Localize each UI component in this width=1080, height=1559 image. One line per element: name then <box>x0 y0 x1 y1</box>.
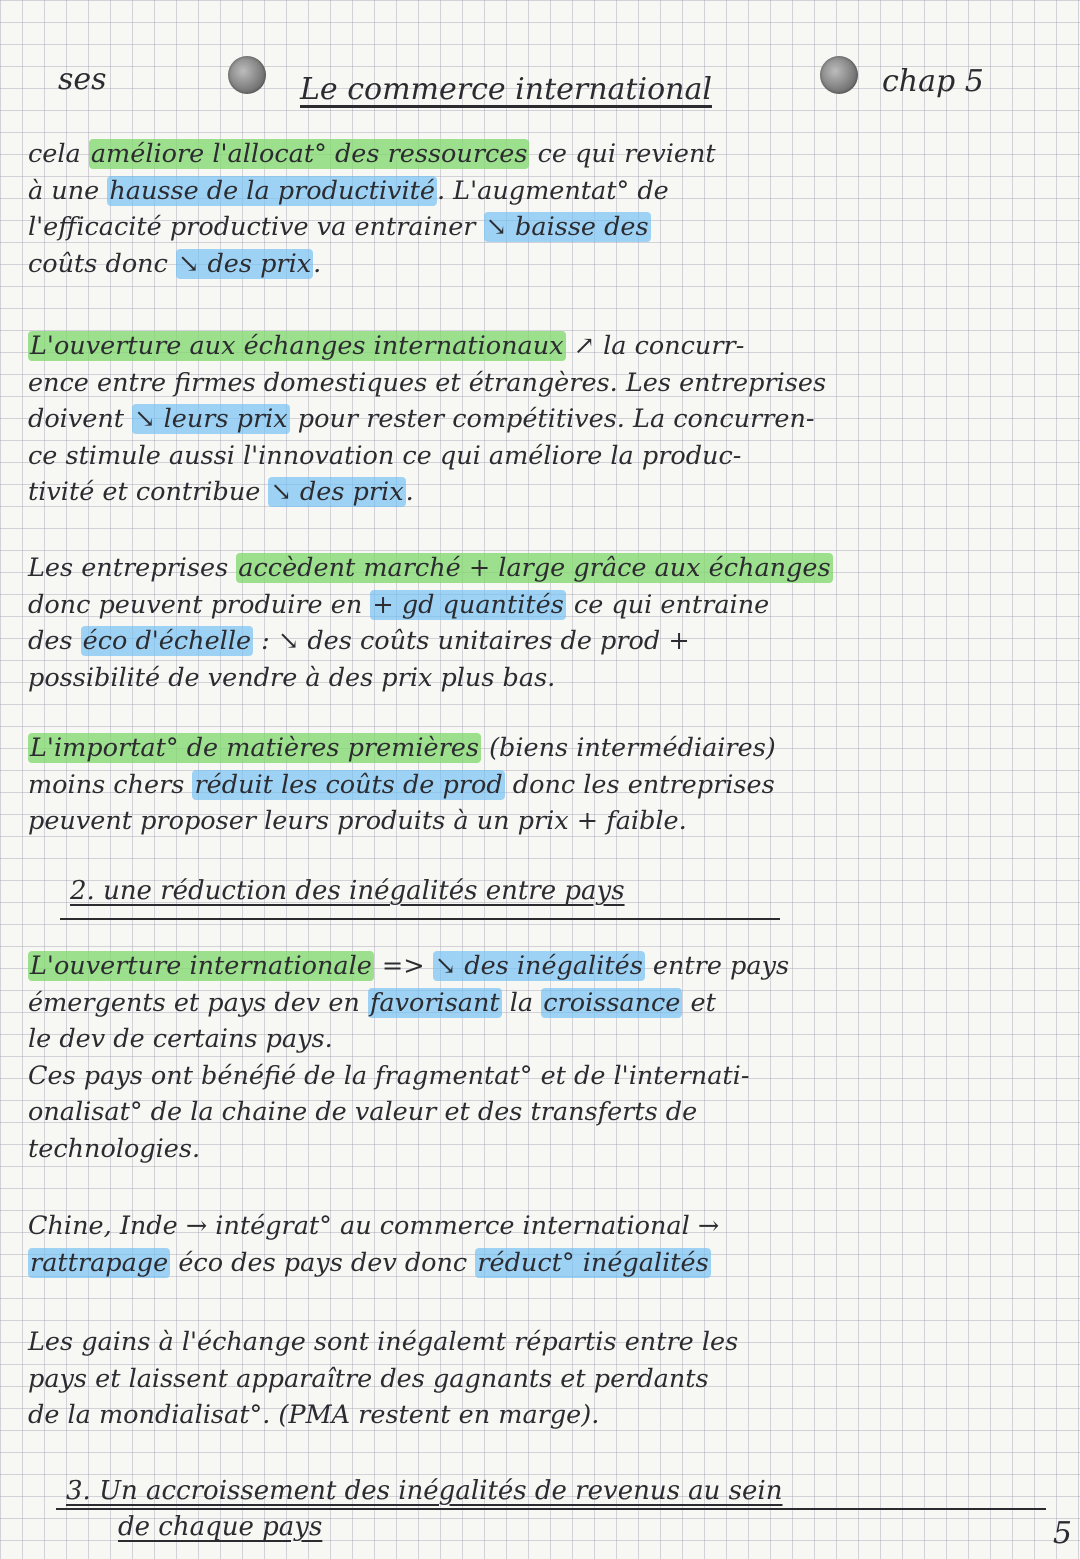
text-run: moins chers <box>28 769 193 800</box>
text-run: Ces pays ont bénéfié de la fragmentat° et de l'internati- <box>28 1060 750 1091</box>
page-title: Le commerce international <box>300 72 712 107</box>
highlight-green: L'ouverture internationale <box>30 951 372 981</box>
text-run: ↗ la concurr- <box>565 331 745 361</box>
text-run: Chine, Inde → intégrat° au commerce international → <box>28 1211 720 1241</box>
text-run: ce qui revient <box>529 139 716 169</box>
highlight-blue: ↘ des prix <box>270 477 404 507</box>
highlight-blue: ↘ des inégalités <box>434 951 643 981</box>
text-run: peuvent proposer leurs produits à un prix + faible. <box>28 806 687 836</box>
highlight-blue: hausse de la productivité <box>109 175 435 206</box>
highlight-green: améliore l'allocat° des ressources <box>90 139 528 169</box>
text-run: (biens intermédiaires) <box>480 733 776 763</box>
text-line <box>28 1361 1058 1398</box>
text-run: émergents et pays dev en <box>28 987 368 1018</box>
text-run: Les entreprises <box>28 553 237 583</box>
text-run: . L'augmentat° de <box>436 175 669 206</box>
section-heading-3: 3. Un accroissement des inégalités de revenus au sein <box>66 1476 783 1506</box>
binder-hole-right <box>820 56 858 94</box>
text-line <box>28 173 1058 210</box>
text-run: l'efficacité productive va entrainer <box>28 212 484 242</box>
paragraph-1 <box>28 136 1058 282</box>
section-heading-2: 2. une réduction des inégalités entre pays <box>70 876 625 906</box>
page-number: 5 <box>1052 1516 1072 1551</box>
highlight-blue: réduit les coûts de prod <box>194 769 503 800</box>
text-line <box>28 136 1058 173</box>
text-run: entre pays <box>644 951 790 981</box>
text-run: . <box>405 477 414 507</box>
text-line <box>28 730 1058 767</box>
text-run: doivent <box>28 404 133 434</box>
highlight-blue: ↘ baisse des <box>485 212 649 242</box>
text-line <box>28 587 1058 624</box>
paragraph-3 <box>28 550 1058 696</box>
text-line <box>28 1131 1058 1168</box>
highlight-blue: ↘ des prix <box>177 248 312 279</box>
highlight-green: L'ouverture aux échanges internationaux <box>30 331 564 361</box>
text-line <box>28 365 1058 402</box>
highlight-green: L'importat° de matières premières <box>30 733 479 763</box>
text-line <box>28 474 1058 511</box>
binder-hole-left <box>228 56 266 94</box>
text-run: onalisat° de la chaine de valeur et des transferts de <box>28 1097 698 1127</box>
text-run: => <box>373 951 433 981</box>
paragraph-2 <box>28 328 1058 511</box>
text-run: ence entre firmes domestiques et étrangères. Les entreprises <box>28 367 827 398</box>
paragraph-6 <box>28 1208 1058 1281</box>
text-run: . <box>313 248 322 279</box>
text-run: le dev de certains pays. <box>28 1024 333 1054</box>
text-line <box>28 1021 1058 1058</box>
text-run: pour rester compétitives. La concurren- <box>289 404 815 434</box>
text-run: tivité et contribue <box>28 477 269 507</box>
highlight-blue: éco d'échelle <box>82 626 252 656</box>
text-run: éco des pays dev donc <box>170 1247 476 1278</box>
text-run: de la mondialisat°. (PMA restent en marge). <box>28 1400 600 1430</box>
highlight-blue: croissance <box>543 987 681 1018</box>
paragraph-4 <box>28 730 1058 840</box>
text-run: donc peuvent produire en <box>28 589 371 620</box>
highlight-blue: ↘ leurs prix <box>134 404 288 434</box>
highlight-blue: rattrapage <box>30 1247 169 1278</box>
text-run: ce qui entraine <box>565 589 770 620</box>
text-run: donc les entreprises <box>504 769 775 800</box>
text-run: pays et laissent apparaître des gagnants et perdants <box>28 1363 709 1394</box>
text-line <box>28 1245 1058 1282</box>
text-line <box>28 246 1058 283</box>
text-line <box>28 438 1058 475</box>
text-line <box>28 550 1058 587</box>
text-line <box>28 1208 1058 1245</box>
text-line <box>28 767 1058 804</box>
highlight-blue: réduct° inégalités <box>477 1247 709 1278</box>
text-line <box>28 1058 1058 1095</box>
subject-label: ses <box>58 62 107 97</box>
text-line <box>28 660 1058 697</box>
text-line <box>28 209 1058 246</box>
section-heading-3-cont: de chaque pays <box>118 1512 323 1542</box>
paragraph-5 <box>28 948 1058 1167</box>
text-run: t <box>495 1327 507 1357</box>
highlight-green: accèdent marché + large grâce aux échanges <box>238 553 831 583</box>
text-run: Les gains à l'échange sont inégalem <box>28 1327 496 1357</box>
text-run: technologies. <box>28 1133 201 1164</box>
section-rule-3 <box>56 1508 1046 1510</box>
text-run: possibilité de vendre à des prix plus bas. <box>28 662 556 693</box>
text-line <box>28 1094 1058 1131</box>
text-run: la <box>501 987 542 1018</box>
text-line <box>28 328 1058 365</box>
text-run: à une <box>28 175 108 206</box>
text-line <box>28 1397 1058 1434</box>
text-line <box>28 401 1058 438</box>
text-run: répartis entre les <box>506 1327 739 1357</box>
highlight-blue: favorisant <box>369 987 500 1018</box>
text-run: ce stimule aussi l'innovation ce qui améliore la produc- <box>28 440 742 471</box>
paragraph-7 <box>28 1324 1058 1434</box>
text-run: et <box>682 987 716 1018</box>
text-line <box>28 948 1058 985</box>
section-rule-2 <box>60 918 780 920</box>
chapter-label: chap 5 <box>882 64 984 99</box>
text-run: des <box>28 626 81 656</box>
text-run: coûts donc <box>28 248 176 279</box>
text-line <box>28 1324 1058 1361</box>
highlight-blue: + gd quantités <box>372 589 564 620</box>
text-run: : ↘ des coûts unitaires de prod + <box>253 626 690 656</box>
text-line <box>28 803 1058 840</box>
text-line <box>28 985 1058 1022</box>
text-run: cela <box>28 139 89 169</box>
text-line <box>28 623 1058 660</box>
